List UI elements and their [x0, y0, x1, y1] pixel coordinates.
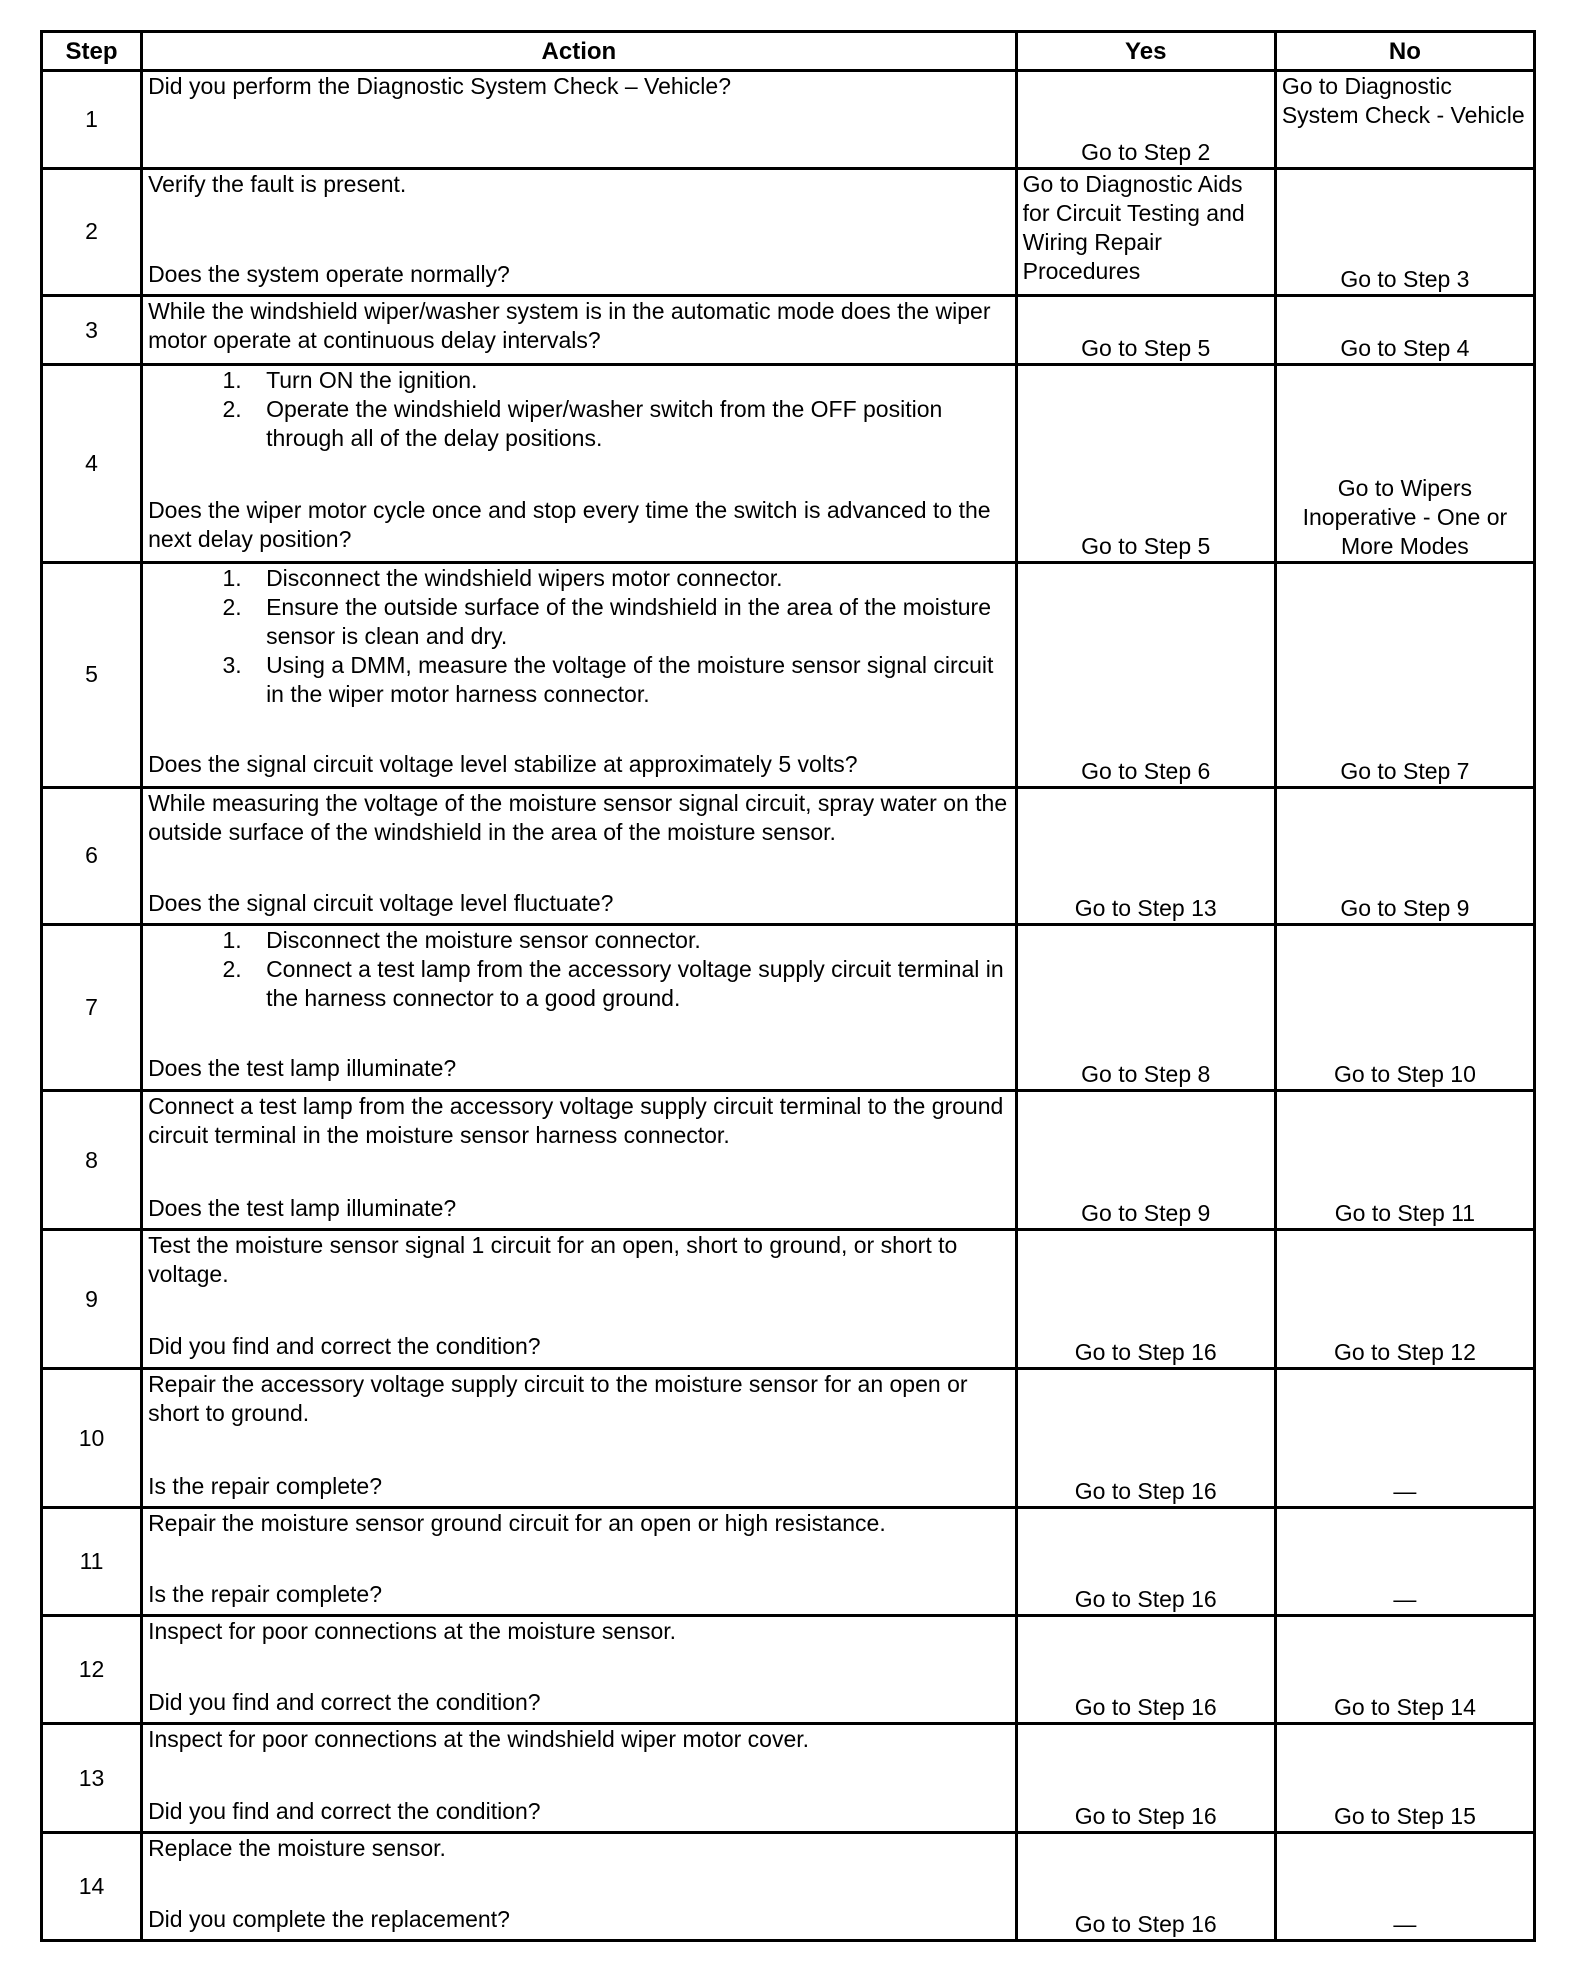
- action-steps-list: [148, 926, 1010, 1013]
- yes-result: Go to Step 5: [1081, 335, 1211, 362]
- action-question: Does the signal circuit voltage level stabilize at approximately 5 volts?: [148, 750, 858, 777]
- action-cell: [142, 1508, 1017, 1616]
- action-step-item: 2. Connect a test lamp from the accessory voltage supply circuit terminal in the harness connector to a good ground.: [248, 955, 1010, 1013]
- yes-result-cell: [1016, 365, 1275, 562]
- action-instruction: While measuring the voltage of the moisture sensor signal circuit, spray water on the outside surface of the windshield in the area of the moisture sensor.: [148, 789, 1008, 845]
- action-instruction: Repair the moisture sensor ground circuit for an open or high resistance.: [148, 1510, 886, 1537]
- yes-result: Go to Step 16: [1074, 1586, 1217, 1613]
- no-result: —: [1393, 1586, 1417, 1613]
- yes-result-cell: [1016, 1616, 1275, 1724]
- action-step-item: 1. Turn ON the ignition.: [248, 366, 1010, 395]
- action-cell: [142, 71, 1017, 169]
- yes-result: Go to Step 5: [1081, 532, 1211, 559]
- yes-result-cell: [1016, 1833, 1275, 1941]
- table-row: [42, 1368, 1535, 1507]
- table-row: [42, 1508, 1535, 1616]
- no-result-cell: [1275, 295, 1534, 364]
- action-cell: [142, 787, 1017, 924]
- no-result-cell: [1275, 562, 1534, 787]
- step-number: 1: [42, 71, 142, 169]
- no-result: Go to Step 10: [1333, 1060, 1476, 1087]
- action-question: Did you find and correct the condition?: [148, 1333, 541, 1360]
- no-result: —: [1393, 1911, 1417, 1937]
- action-question: Does the test lamp illuminate?: [148, 1194, 457, 1221]
- step-number: 11: [42, 1508, 142, 1616]
- no-result-cell: [1275, 1616, 1534, 1724]
- action-step-item: 2. Operate the windshield wiper/washer switch from the OFF position through all of the delay positions.: [248, 395, 1010, 453]
- action-instruction: Inspect for poor connections at the moisture sensor.: [148, 1618, 677, 1645]
- no-result: Go to Step 14: [1333, 1694, 1476, 1721]
- no-result: Go to Step 15: [1333, 1803, 1476, 1830]
- no-result-cell: [1275, 1724, 1534, 1833]
- header-yes: Yes: [1016, 32, 1275, 71]
- step-number: 8: [42, 1090, 142, 1229]
- action-cell: [142, 1724, 1017, 1833]
- no-result-cell: [1275, 365, 1534, 562]
- action-question: Did you find and correct the condition?: [148, 1798, 541, 1825]
- no-result: Go to Step 3: [1340, 265, 1470, 292]
- no-result: Go to Diagnostic System Check - Vehicle: [1281, 73, 1525, 128]
- action-instruction: Verify the fault is present.: [148, 170, 407, 197]
- action-instruction: Inspect for poor connections at the windshield wiper motor cover.: [148, 1726, 810, 1753]
- yes-result: Go to Step 8: [1081, 1060, 1211, 1087]
- action-question: Is the repair complete?: [148, 1581, 383, 1608]
- action-steps-list: [148, 366, 1010, 453]
- yes-result: Go to Step 16: [1074, 1338, 1217, 1365]
- no-result-cell: [1275, 1230, 1534, 1368]
- step-number: 5: [42, 562, 142, 787]
- header-row: [42, 32, 1535, 71]
- yes-result: Go to Step 16: [1074, 1478, 1217, 1505]
- no-result: Go to Step 11: [1334, 1200, 1476, 1227]
- yes-result-cell: [1016, 1508, 1275, 1616]
- table-row: [42, 1090, 1535, 1229]
- no-result-cell: [1275, 925, 1534, 1091]
- step-number: 12: [42, 1616, 142, 1724]
- yes-result-cell: [1016, 925, 1275, 1091]
- action-cell: [142, 1833, 1017, 1941]
- action-cell: [142, 1616, 1017, 1724]
- table-row: [42, 787, 1535, 924]
- action-instruction: Replace the moisture sensor.: [148, 1835, 446, 1862]
- action-step-item: 1. Disconnect the windshield wipers motor connector.: [248, 564, 1010, 593]
- action-question: Did you find and correct the condition?: [148, 1689, 541, 1716]
- action-cell: [142, 1090, 1017, 1229]
- table-row: [42, 1616, 1535, 1724]
- action-cell: [142, 365, 1017, 562]
- action-step-item: 1. Disconnect the moisture sensor connector.: [248, 926, 1010, 955]
- action-cell: [142, 168, 1017, 295]
- step-number: 3: [42, 295, 142, 364]
- table-row: [42, 1833, 1535, 1941]
- yes-result: Go to Diagnostic Aids for Circuit Testing and Wiring Repair Procedures: [1022, 170, 1245, 284]
- header-action: Action: [142, 32, 1017, 71]
- yes-result: Go to Step 16: [1074, 1694, 1217, 1721]
- table-row: [42, 71, 1535, 169]
- action-question: Does the wiper motor cycle once and stop every time the switch is advanced to the next delay position?: [148, 497, 991, 553]
- action-steps-list: [148, 564, 1010, 709]
- table-row: [42, 925, 1535, 1091]
- action-cell: [142, 1230, 1017, 1368]
- table-row: [42, 168, 1535, 295]
- table-row: [42, 1230, 1535, 1368]
- no-result-cell: [1275, 1833, 1534, 1941]
- yes-result-cell: [1016, 168, 1275, 295]
- step-number: 13: [42, 1724, 142, 1833]
- yes-result-cell: [1016, 71, 1275, 169]
- yes-result-cell: [1016, 787, 1275, 924]
- action-question: Does the test lamp illuminate?: [148, 1055, 457, 1082]
- step-number: 9: [42, 1230, 142, 1368]
- yes-result: Go to Step 9: [1081, 1200, 1211, 1227]
- yes-result-cell: [1016, 1724, 1275, 1833]
- no-result-cell: [1275, 71, 1534, 169]
- action-question: Did you complete the replacement?: [148, 1906, 510, 1933]
- yes-result-cell: [1016, 562, 1275, 787]
- step-number: 4: [42, 365, 142, 562]
- no-result-cell: [1275, 1368, 1534, 1507]
- yes-result-cell: [1016, 295, 1275, 364]
- no-result: Go to Step 7: [1340, 757, 1470, 784]
- step-number: 2: [42, 168, 142, 295]
- action-cell: [142, 295, 1017, 364]
- action-instruction: Repair the accessory voltage supply circuit to the moisture sensor for an open or short to ground.: [148, 1370, 968, 1426]
- step-number: 14: [42, 1833, 142, 1941]
- action-question: Is the repair complete?: [148, 1472, 383, 1499]
- step-number: 7: [42, 925, 142, 1091]
- no-result: Go to Wipers Inoperative - One or More Modes: [1302, 474, 1508, 559]
- header-no: No: [1275, 32, 1534, 71]
- header-step: Step: [42, 32, 142, 71]
- no-result-cell: [1275, 787, 1534, 924]
- yes-result: Go to Step 16: [1074, 1911, 1217, 1937]
- no-result: Go to Step 4: [1340, 335, 1470, 362]
- no-result-cell: [1275, 1508, 1534, 1616]
- step-number: 6: [42, 787, 142, 924]
- action-instruction: While the windshield wiper/washer system is in the automatic mode does the wiper motor operate at continuous delay intervals?: [148, 297, 991, 353]
- no-result: Go to Step 12: [1333, 1338, 1476, 1365]
- table-row: [42, 365, 1535, 562]
- no-result: Go to Step 9: [1340, 895, 1470, 922]
- table-row: [42, 1724, 1535, 1833]
- yes-result-cell: [1016, 1368, 1275, 1507]
- action-question: Does the signal circuit voltage level fluctuate?: [148, 889, 614, 916]
- action-instruction: Did you perform the Diagnostic System Check – Vehicle?: [148, 73, 732, 99]
- action-question: Does the system operate normally?: [148, 260, 510, 287]
- step-number: 10: [42, 1368, 142, 1507]
- table-row: [42, 295, 1535, 364]
- action-step-item: 2. Ensure the outside surface of the windshield in the area of the moisture sensor is clean and dry.: [248, 593, 1010, 651]
- yes-result: Go to Step 6: [1081, 757, 1211, 784]
- yes-result: Go to Step 16: [1074, 1803, 1217, 1830]
- no-result: —: [1393, 1478, 1417, 1505]
- no-result-cell: [1275, 1090, 1534, 1229]
- yes-result-cell: [1016, 1230, 1275, 1368]
- action-cell: [142, 562, 1017, 787]
- diagnostic-table: [40, 30, 1536, 1942]
- yes-result: Go to Step 13: [1074, 895, 1217, 922]
- action-instruction: Connect a test lamp from the accessory voltage supply circuit terminal to the ground circuit terminal in the moisture sensor harness connector.: [148, 1092, 1004, 1148]
- action-cell: [142, 925, 1017, 1091]
- action-instruction: Test the moisture sensor signal 1 circuit for an open, short to ground, or short to voltage.: [148, 1232, 958, 1288]
- yes-result: Go to Step 2: [1081, 138, 1211, 165]
- action-step-item: 3. Using a DMM, measure the voltage of the moisture sensor signal circuit in the wiper motor harness connector.: [248, 651, 1010, 709]
- yes-result-cell: [1016, 1090, 1275, 1229]
- action-cell: [142, 1368, 1017, 1507]
- no-result-cell: [1275, 168, 1534, 295]
- table-row: [42, 562, 1535, 787]
